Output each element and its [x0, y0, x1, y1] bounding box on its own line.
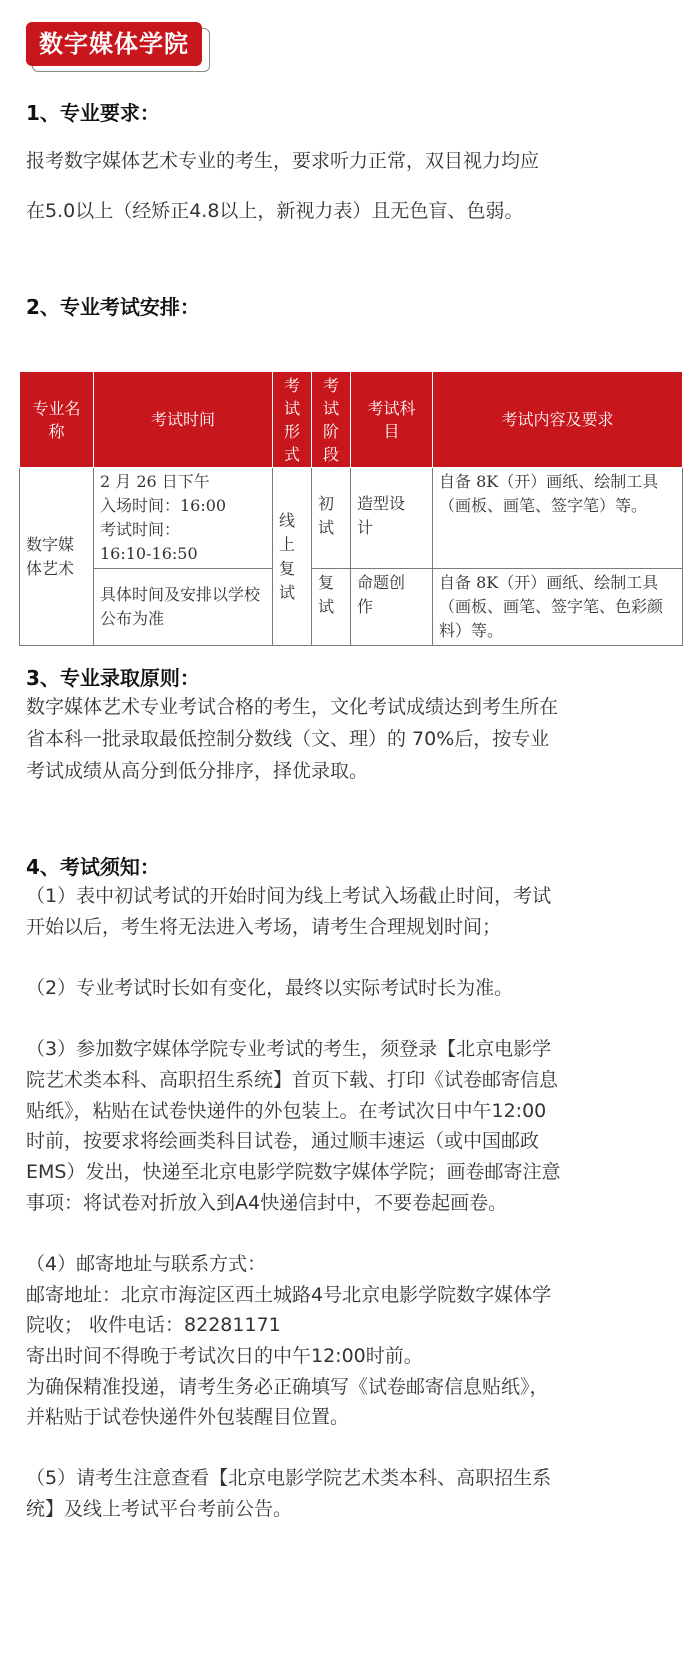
header-stage: 考 试 阶 段 — [312, 372, 351, 468]
notice-4-line: 院收； 收件电话：82281171 — [26, 1314, 281, 1336]
section2-heading: 2、专业考试安排： — [26, 295, 200, 319]
header-major: 专业名 称 — [20, 372, 94, 468]
section1-heading: 1、专业要求： — [26, 101, 160, 125]
table-row — [20, 569, 683, 646]
notice-4-line: 邮寄地址：北京市海淀区西土城路4号北京电影学院数字媒体学 — [26, 1284, 552, 1306]
title-badge-label: 数字媒体学院 — [26, 22, 202, 66]
cell-major: 数字媒 体艺术 — [20, 468, 94, 646]
notice-4-line: （4）邮寄地址与联系方式： — [26, 1253, 267, 1275]
header-form: 考 试 形 式 — [273, 372, 312, 468]
cell-stage: 初 试 — [312, 468, 351, 569]
notice-1-line: 开始以后，考生将无法进入考场，请考生合理规划时间； — [26, 916, 502, 938]
table-header-row — [20, 372, 683, 468]
section3-line: 考试成绩从高分到低分排序，择优录取。 — [26, 760, 369, 782]
notice-1-line: （1）表中初试考试的开始时间为线上考试入场截止时间，考试 — [26, 885, 552, 907]
notice-3-line: 时前，按要求将绘画类科目试卷，通过顺丰速运（或中国邮政 — [26, 1130, 540, 1152]
cell-time: 具体时间及安排以学校公布为准 — [94, 569, 273, 646]
cell-stage: 复 试 — [312, 569, 351, 646]
exam-schedule-table — [19, 371, 683, 646]
cell-subject: 造型设 计 — [351, 468, 433, 569]
cell-subject: 命题创 作 — [351, 569, 433, 646]
notice-4-line: 并粘贴于试卷快递件外包装醒目位置。 — [26, 1406, 350, 1428]
notice-3-line: （3）参加数字媒体学院专业考试的考生，须登录【北京电影学 — [26, 1038, 552, 1060]
notice-3-line: 事项：将试卷对折放入到A4快递信封中，不要卷起画卷。 — [26, 1192, 508, 1214]
header-time: 考试时间 — [94, 372, 273, 468]
section3-line: 数字媒体艺术专业考试合格的考生，文化考试成绩达到考生所在 — [26, 696, 559, 718]
title-badge — [26, 22, 210, 72]
notice-3-line: 院艺术类本科、高职招生系统】首页下载、打印《试卷邮寄信息 — [26, 1069, 559, 1091]
notice-4-line: 寄出时间不得晚于考试次日的中午12:00时前。 — [26, 1345, 423, 1367]
cell-form: 线 上 复 试 — [273, 468, 312, 646]
notice-3-line: EMS）发出，快递至北京电影学院数字媒体学院；画卷邮寄注意 — [26, 1161, 561, 1183]
cell-content: 自备 8K（开）画纸、绘制工具（画板、画笔、签字笔）等。 — [433, 468, 683, 569]
section1-line: 报考数字媒体艺术专业的考生，要求听力正常，双目视力均应 — [26, 150, 540, 172]
notice-4-line: 为确保精准投递，请考生务必正确填写《试卷邮寄信息贴纸》， — [26, 1376, 549, 1398]
cell-content: 自备 8K（开）画纸、绘制工具（画板、画笔、签字笔、色彩颜料）等。 — [433, 569, 683, 646]
section3-heading: 3、专业录取原则： — [26, 666, 200, 690]
table-row — [20, 468, 683, 569]
notice-3-line: 贴纸》，粘贴在试卷快递件的外包装上。在考试次日中午12:00 — [26, 1100, 547, 1122]
notice-5-line: 统】及线上考试平台考前公告。 — [26, 1498, 293, 1520]
cell-time: 2 月 26 日下午 入场时间：16:00 考试时间： 16:10-16:50 — [94, 468, 273, 569]
section4-heading: 4、考试须知： — [26, 855, 160, 879]
notice-5-line: （5）请考生注意查看【北京电影学院艺术类本科、高职招生系 — [26, 1467, 552, 1489]
section3-line: 省本科一批录取最低控制分数线（文、理）的 70%后，按专业 — [26, 728, 550, 750]
section1-line: 在5.0以上（经矫正4.8以上，新视力表）且无色盲、色弱。 — [26, 200, 524, 222]
header-content: 考试内容及要求 — [433, 372, 683, 468]
header-subject: 考试科 目 — [351, 372, 433, 468]
notice-2-line: （2）专业考试时长如有变化，最终以实际考试时长为准。 — [26, 977, 514, 999]
